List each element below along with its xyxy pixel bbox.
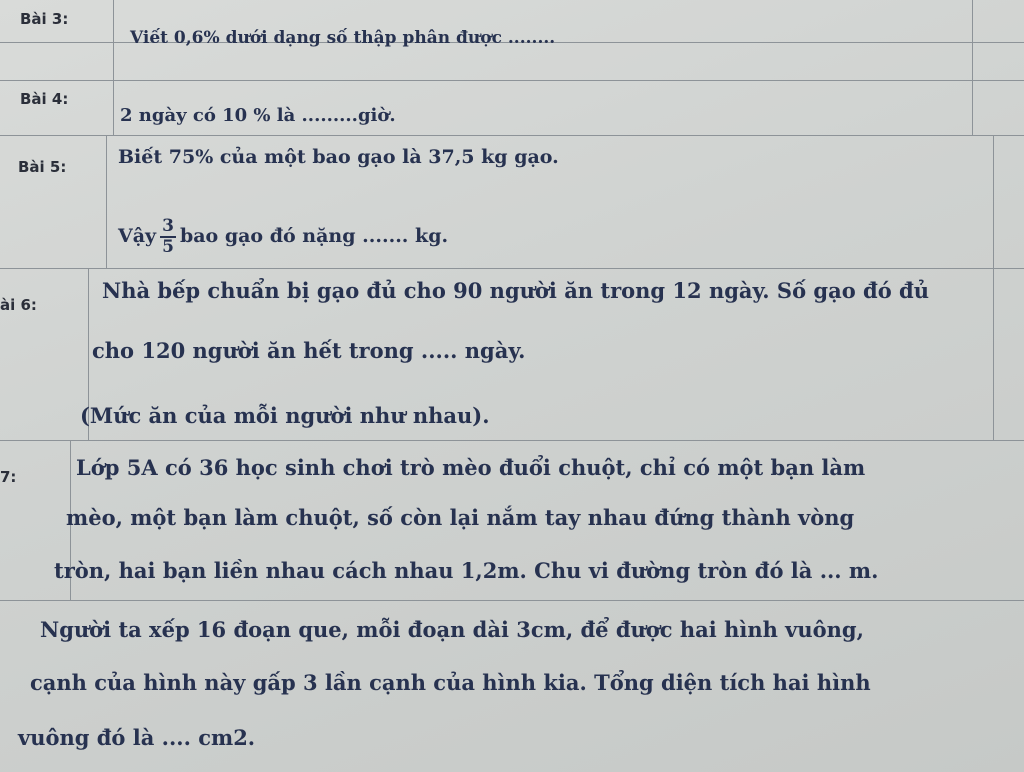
bai3-label: Bài 3: <box>20 10 69 28</box>
bai3-text: Viết 0,6% dưới dạng số thập phân được ........ <box>130 28 556 48</box>
bai4-text: 2 ngày có 10 % là .........giờ. <box>120 105 396 126</box>
bai6-line1: Nhà bếp chuẩn bị gạo đủ cho 90 người ăn trong 12 ngày. Số gạo đó đủ <box>102 278 929 303</box>
bai6-line3: (Mức ăn của mỗi người như nhau). <box>80 403 490 428</box>
fraction-denominator: 5 <box>162 237 174 257</box>
bai5-vay: Vậy <box>118 225 157 247</box>
row-divider <box>0 600 1024 601</box>
bai6-line2: cho 120 người ăn hết trong ..... ngày. <box>92 338 526 363</box>
row-divider <box>0 80 1024 81</box>
fraction-numerator: 3 <box>162 216 174 236</box>
bai6-label: ài 6: <box>0 296 37 314</box>
bai8-line3: vuông đó là .... cm2. <box>18 725 256 750</box>
bai4-label: Bài 4: <box>20 90 69 108</box>
row-divider <box>0 268 1024 269</box>
bai8-line1: Người ta xếp 16 đoạn que, mỗi đoạn dài 3cm, để được hai hình vuông, <box>40 617 864 642</box>
bai5-line1: Biết 75% của một bao gạo là 37,5 kg gạo. <box>118 146 559 168</box>
right-border <box>993 135 994 440</box>
right-border <box>972 0 973 135</box>
bai7-line1: Lớp 5A có 36 học sinh chơi trò mèo đuổi chuột, chỉ có một bạn làm <box>76 455 866 480</box>
row-divider <box>0 440 1024 441</box>
column-divider <box>106 135 107 268</box>
bai7-line3: tròn, hai bạn liền nhau cách nhau 1,2m. Chu vi đường tròn đó là ... m. <box>54 558 879 583</box>
bai7-label: 7: <box>0 468 17 486</box>
column-divider <box>113 0 114 135</box>
bai8-line2: cạnh của hình này gấp 3 lần cạnh của hình kia. Tổng diện tích hai hình <box>30 670 871 695</box>
bai5-line2 <box>118 218 448 256</box>
bai7-line2: mèo, một bạn làm chuột, số còn lại nắm tay nhau đứng thành vòng <box>66 505 855 530</box>
bai5-rest: bao gạo đó nặng ....... kg. <box>179 225 449 247</box>
fraction-three-fifths <box>160 218 176 256</box>
bai5-label: Bài 5: <box>18 158 67 176</box>
row-divider <box>0 135 1024 136</box>
